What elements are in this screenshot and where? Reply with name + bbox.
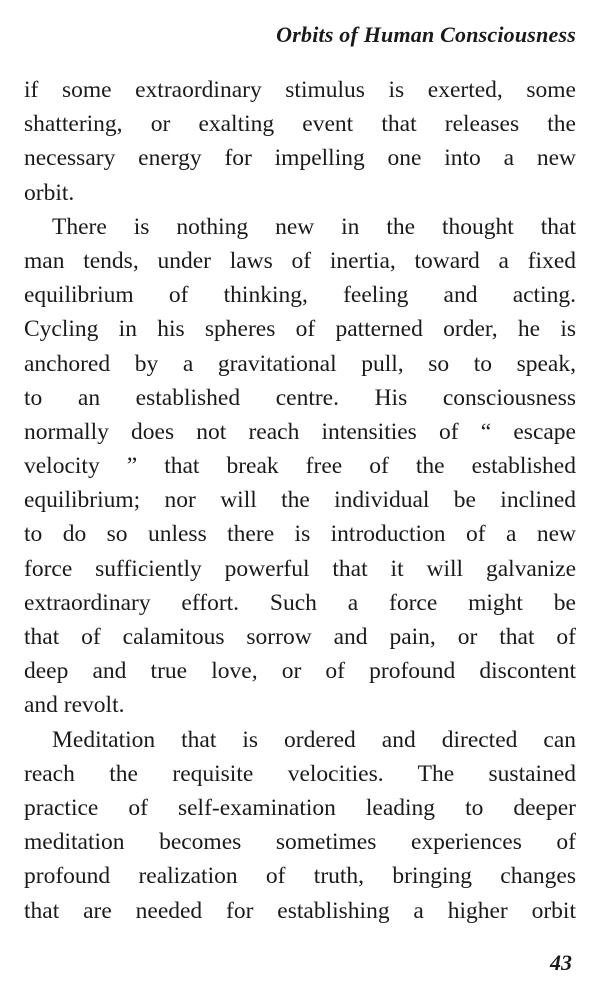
text-line: necessary energy for impelling one into a new xyxy=(24,145,576,172)
text-line: normally does not reach intensities of “ escape xyxy=(24,418,576,445)
text-line: orbit. xyxy=(24,179,75,206)
text-line: to an established centre. His consciousness xyxy=(24,384,576,411)
text-line: deep and true love, or of profound discontent xyxy=(24,658,576,685)
text-line: if some extraordinary stimulus is exerted, some xyxy=(24,77,576,103)
running-head-title: Orbits of Human Consciousness xyxy=(276,22,576,47)
paragraph-1 xyxy=(24,73,576,210)
paragraph-2 xyxy=(24,210,576,723)
text-line: and revolt. xyxy=(24,692,125,719)
text-line: to do so unless there is introduction of a new xyxy=(24,521,576,548)
text-line: extraordinary effort. Such a force might be xyxy=(24,589,576,616)
text-line: that are needed for establishing a higher orbit xyxy=(24,897,576,924)
text-line: force sufficiently powerful that it will galvanize xyxy=(24,555,576,582)
text-line: that of calamitous sorrow and pain, or that of xyxy=(24,624,576,650)
text-line: velocity ” that break free of the established xyxy=(24,453,576,480)
text-line: anchored by a gravitational pull, so to speak, xyxy=(24,350,576,377)
paragraph-3 xyxy=(24,723,576,928)
text-line: Meditation that is ordered and directed can xyxy=(52,726,576,753)
text-line: practice of self-examination leading to deeper xyxy=(24,794,576,821)
page-number: 43 xyxy=(550,950,572,975)
body-text xyxy=(24,73,576,928)
text-line: shattering, or exalting event that releases the xyxy=(24,111,576,138)
text-line: Cycling in his spheres of patterned order, he is xyxy=(24,316,576,343)
text-line: equilibrium; nor will the individual be inclined xyxy=(24,487,576,514)
text-line: There is nothing new in the thought that xyxy=(52,213,576,240)
text-line: reach the requisite velocities. The sustained xyxy=(24,760,576,787)
text-line: equilibrium of thinking, feeling and acting. xyxy=(24,282,576,309)
text-line: man tends, under laws of inertia, toward a fixed xyxy=(24,247,576,274)
text-line: meditation becomes sometimes experiences of xyxy=(24,829,576,856)
text-line: profound realization of truth, bringing changes xyxy=(24,863,576,890)
